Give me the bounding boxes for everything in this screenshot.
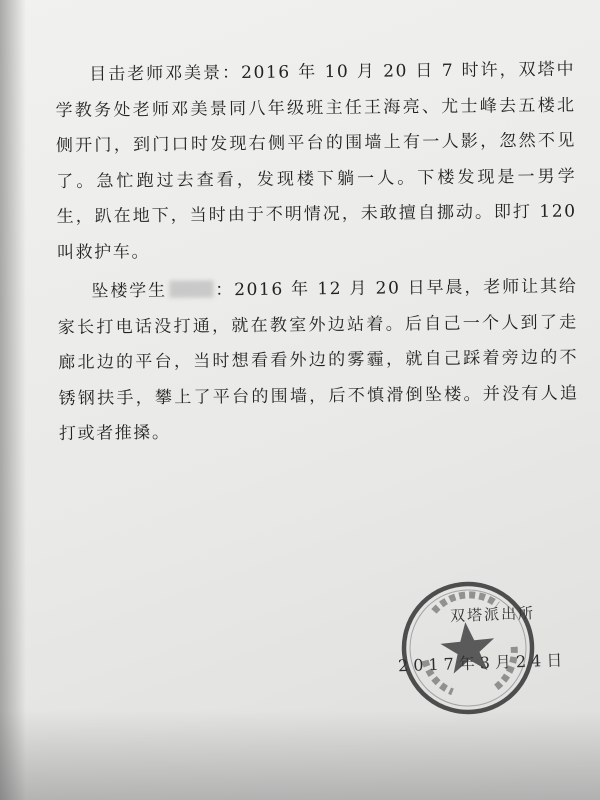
student-statement-paragraph [57,270,579,453]
statement-text [55,53,579,453]
page-shadow-bottom [0,710,600,800]
issue-date: 2017年3月24日 [397,650,568,676]
issuing-unit-name: 双塔派出所 [449,604,536,626]
statement-body: ：2016 年 12 月 20 日早晨，老师让其给家长打电话没打通，就在教室外边站着。后自己一个人到了走廊北边的平台，当时想看看外边的雾霾，就自己踩着旁边的不锈钢扶手，攀上了平台的围墙，后不慎滑倒坠楼。并没有人追打或者推搡。 [57,276,579,444]
statement-prefix: 坠楼学生 [91,280,168,302]
page-shadow-left [0,0,26,800]
witness-statement-paragraph: 目击老师邓美景：2016 年 10 月 20 日 7 时许，双塔中学教务处老师邓美景同八年级班主任王海亮、尤士峰去五楼北侧开门，到门口时发现右侧平台的围墙上有一人影，忽然不见了。急忙跑过去查看，发现楼下躺一人。下楼发现是一男学生，趴在地下，当时由于不明情况，未敢擅自挪动。即打 120 叫救护车。 [55,59,577,263]
redacted-student-name [169,280,213,297]
